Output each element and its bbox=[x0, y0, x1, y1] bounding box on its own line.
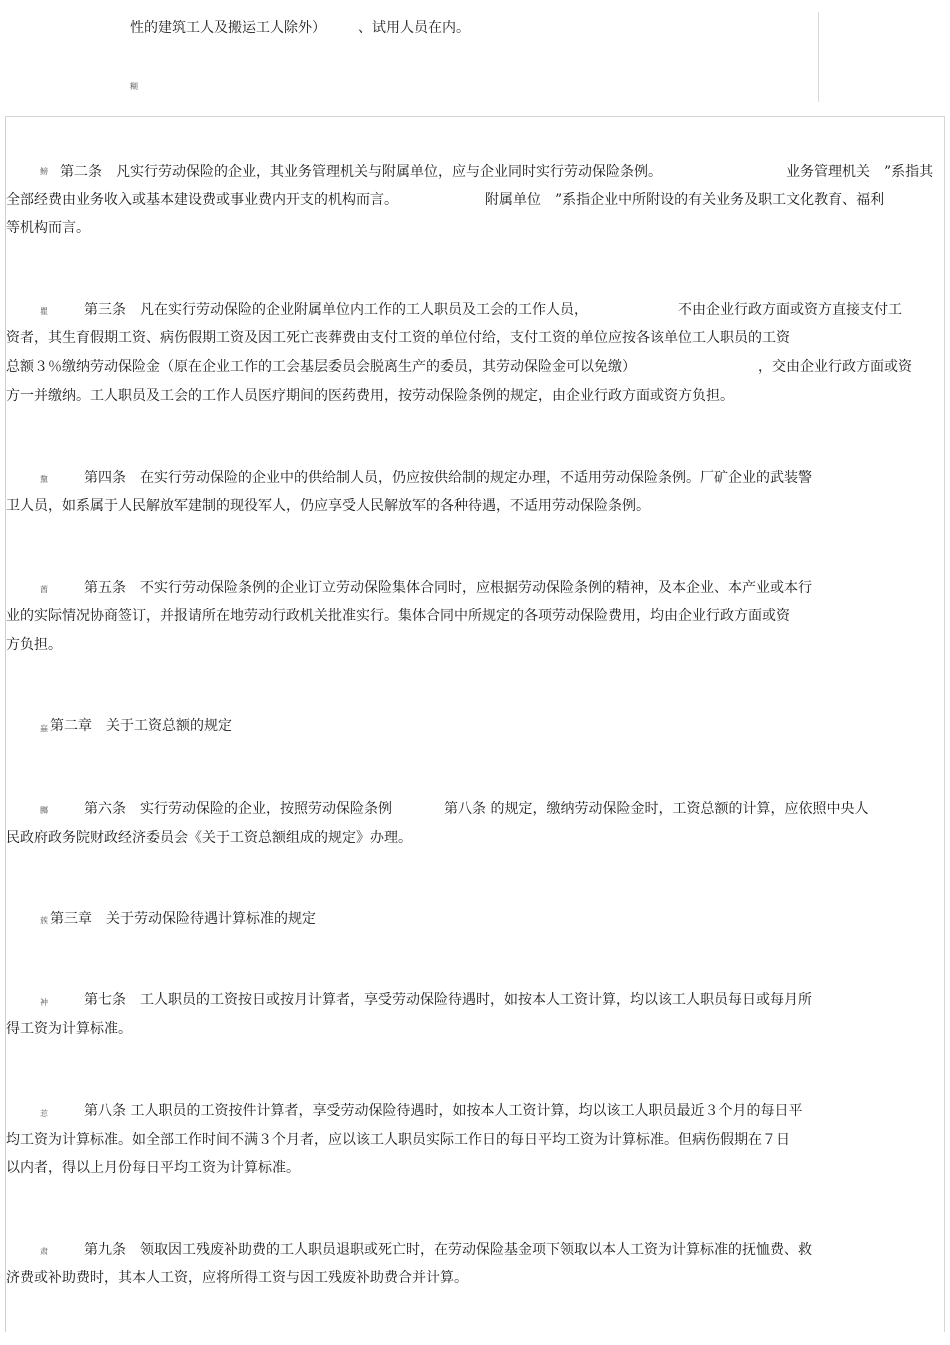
paragraph-line: 等机构而言。 bbox=[6, 220, 90, 236]
paragraph-mark: 蔟 bbox=[40, 916, 48, 925]
paragraph-line: 济费或补助费时，其本人工资，应将所得工资与因工残废补助费合并计算。 bbox=[6, 1270, 468, 1286]
top-text-line: 性的建筑工人及搬运工人除外） bbox=[130, 20, 326, 36]
paragraph-line: 均工资为计算标准。如全部工作时间不满３个月者，应以该工人职员实际工作日的每日平均工资为计算标准。但病伤假期在７日 bbox=[6, 1132, 790, 1148]
paragraph-line: 第二条 凡实行劳动保险的企业，其业务管理机关与附属单位，应与企业同时实行劳动保险条例。 bbox=[60, 164, 662, 180]
paragraph-mark: 膷 bbox=[40, 806, 48, 815]
paragraph-line: 得工资为计算标准。 bbox=[6, 1021, 132, 1037]
paragraph-mark: 黧 bbox=[40, 475, 48, 484]
paragraph-line: 总额３％缴纳劳动保险金（原在企业工作的工会基层委员会脱离生产的委员，其劳动保险金可以免缴） bbox=[6, 359, 636, 375]
paragraph-mark: 莤 bbox=[40, 585, 48, 594]
paragraph-line: 第八条 工人职员的工资按件计算者，享受劳动保险待遇时，如按本人工资计算，均以该工人职员最近３个月的每日平 bbox=[84, 1103, 803, 1119]
paragraph-mark: 瞿 bbox=[40, 307, 48, 316]
paragraph-line: 方负担。 bbox=[6, 637, 62, 653]
paragraph-line: 卫人员，如系属于人民解放军建制的现役军人，仍应享受人民解放军的各种待遇，不适用劳动保险条例。 bbox=[6, 498, 650, 514]
paragraph-line: 第六条 实行劳动保险的企业，按照劳动保险条例 bbox=[84, 801, 392, 817]
paragraph-line: 业务管理机关 ”系指其 bbox=[786, 164, 934, 180]
chapter-heading: 第三章 关于劳动保险待遇计算标准的规定 bbox=[50, 911, 316, 927]
paragraph-line: 第七条 工人职员的工资按日或按月计算者，享受劳动保险待遇时，如按本人工资计算，均以该工人职员每日或每月所 bbox=[84, 992, 812, 1008]
paragraph-line: 全部经费由业务收入或基本建设费或事业费内开支的机构而言。 bbox=[6, 192, 398, 208]
paragraph-line: 第五条 不实行劳动保险条例的企业订立劳动保险集体合同时，应根据劳动保险条例的精神，及本企业、本产业或本行 bbox=[84, 580, 812, 596]
paragraph-mark: 莣 bbox=[40, 1109, 48, 1118]
paragraph-line: 以内者，得以上月份每日平均工资为计算标准。 bbox=[6, 1160, 300, 1176]
paragraph-mark: 鳑 bbox=[40, 167, 48, 176]
paragraph-line: 不由企业行政方面或资方直接支付工 bbox=[678, 302, 902, 318]
top-text-line-b: 、试用人员在内。 bbox=[358, 20, 470, 36]
paragraph-line: 附属单位 ”系指企业中所附设的有关业务及职工文化教育、福利 bbox=[485, 192, 885, 208]
top-mark: 糊 bbox=[130, 82, 138, 91]
paragraph-line: 民政府政务院财政经济委员会《关于工资总额组成的规定》办理。 bbox=[6, 830, 412, 846]
paragraph-line: 资者，其生育假期工资、病伤假期工资及因工死亡丧葬费由支付工资的单位付给，支付工资的单位应按各该单位工人职员的工资 bbox=[6, 330, 790, 346]
chapter-heading: 第二章 关于工资总额的规定 bbox=[50, 718, 232, 734]
top-vertical-rule bbox=[818, 12, 819, 102]
paragraph-line: 方一并缴纳。工人职员及工会的工作人员医疗期间的医药费用，按劳动保险条例的规定，由企业行政方面或资方负担。 bbox=[6, 388, 734, 404]
paragraph-line: 第三条 凡在实行劳动保险的企业附属单位内工作的工人职员及工会的工作人员， bbox=[84, 302, 588, 318]
paragraph-mark: 肃 bbox=[40, 1247, 48, 1256]
paragraph-line: ，交由企业行政方面或资 bbox=[758, 359, 912, 375]
paragraph-mark: 衶 bbox=[40, 998, 48, 1007]
paragraph-line: 第八条 的规定，缴纳劳动保险金时，工资总额的计算，应依照中央人 bbox=[444, 801, 869, 817]
paragraph-line: 业的实际情况协商签订，并报请所在地劳动行政机关批准实行。集体合同中所规定的各项劳动保险费用，均由企业行政方面或资 bbox=[6, 608, 790, 624]
paragraph-mark: 蝱 bbox=[40, 724, 48, 733]
paragraph-line: 第九条 领取因工残废补助费的工人职员退职或死亡时，在劳动保险基金项下领取以本人工资为计算标准的抚恤费、救 bbox=[84, 1242, 812, 1258]
paragraph-line: 第四条 在实行劳动保险的企业中的供给制人员，仍应按供给制的规定办理，不适用劳动保险条例。厂矿企业的武装警 bbox=[84, 470, 812, 486]
